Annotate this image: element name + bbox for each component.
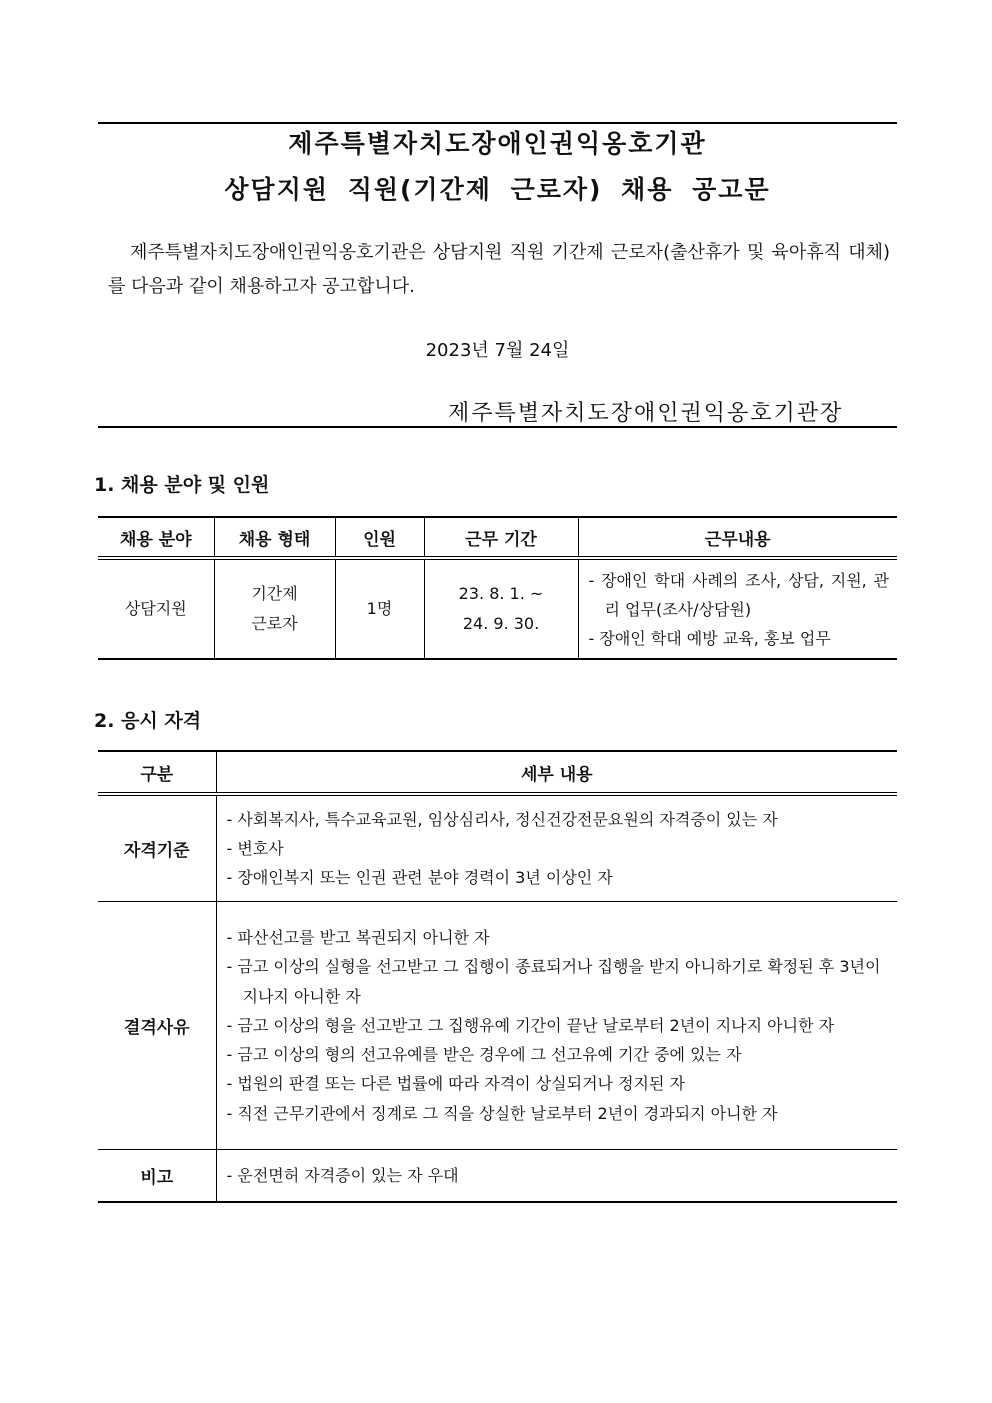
section-heading-qualifications: 2. 응시 자격 (94, 710, 202, 732)
type-line2: 근로자 (251, 614, 298, 633)
signatory: 제주특별자치도장애인권익옹호기관장 (448, 401, 844, 426)
period-start: 23. 8. 1. ~ (458, 584, 544, 603)
qualification-table (98, 750, 897, 1203)
row-label-disqualification: 결격사유 (98, 902, 216, 1150)
org-title: 제주특별자치도장애인권익옹호기관 (288, 129, 707, 158)
cell-duties (578, 558, 897, 659)
cell-count: 1명 (335, 558, 424, 659)
list-item: - 금고 이상의 형을 선고받고 그 집행유예 기간이 끝난 날로부터 2년이 지나지 아니한 자 (226, 1015, 835, 1035)
disqualification-detail (216, 902, 897, 1150)
notice-title: 상담지원 직원(기간제 근로자) 채용 공고문 (224, 175, 771, 204)
remarks-detail (216, 1150, 897, 1203)
notice-date: 2023년 7월 24일 (425, 340, 570, 361)
cell-type (214, 558, 335, 659)
duty-item: - 장애인 학대 예방 교육, 홍보 업무 (588, 628, 831, 648)
header-count: 인원 (335, 517, 424, 558)
table-header-row (98, 751, 897, 794)
list-item: - 사회복지사, 특수교육교원, 임상심리사, 정신건강전문요원의 자격증이 있는 자 (226, 809, 778, 829)
row-label-remarks: 비고 (98, 1150, 216, 1203)
table-row (98, 794, 897, 902)
table-header-row (98, 517, 897, 558)
section-heading-recruitment: 1. 채용 분야 및 인원 (94, 474, 270, 496)
table-row (98, 1150, 897, 1203)
header-duties: 근무내용 (578, 517, 897, 558)
list-item: - 변호사 (226, 838, 284, 858)
header-type: 채용 형태 (214, 517, 335, 558)
list-item: - 장애인복지 또는 인권 관련 분야 경력이 3년 이상인 자 (226, 868, 613, 888)
intro-paragraph: 제주특별자치도장애인권익옹호기관은 상담지원 직원 기간제 근로자(출산휴가 및 육아휴직 대체)를 다음과 같이 채용하고자 공고합니다. (108, 242, 890, 297)
list-item: - 운전면허 자격증이 있는 자 우대 (226, 1165, 459, 1185)
cell-field: 상담지원 (98, 558, 214, 659)
header-category: 구분 (98, 751, 216, 794)
list-item: - 직전 근무기관에서 징계로 그 직을 상실한 날로부터 2년이 경과되지 아니한 자 (226, 1103, 778, 1123)
recruitment-table (98, 516, 897, 660)
list-item: - 금고 이상의 형의 선고유예를 받은 경우에 그 선고유예 기간 중에 있는 자 (226, 1045, 742, 1065)
list-item: - 법원의 판결 또는 다른 법률에 따라 자격이 상실되거나 정지된 자 (226, 1074, 685, 1094)
header-field: 채용 분야 (98, 517, 214, 558)
period-end: 24. 9. 30. (462, 614, 540, 633)
row-label-criteria: 자격기준 (98, 794, 216, 902)
criteria-detail (216, 794, 897, 902)
cell-period (424, 558, 578, 659)
table-row (98, 902, 897, 1150)
list-item: - 파산선고를 받고 복권되지 아니한 자 (226, 927, 490, 947)
header-bottom-rule (98, 426, 897, 428)
duty-item: - 장애인 학대 사례의 조사, 상담, 지원, 관리 업무(조사/상담원) (588, 570, 889, 619)
list-item: - 금고 이상의 실형을 선고받고 그 집행이 종료되거나 집행을 받지 아니하기로 확정된 후 3년이 지나지 아니한 자 (226, 957, 881, 1006)
table-row (98, 558, 897, 659)
type-line1: 기간제 (251, 584, 298, 603)
header-detail: 세부 내용 (216, 751, 897, 794)
header-period: 근무 기간 (424, 517, 578, 558)
